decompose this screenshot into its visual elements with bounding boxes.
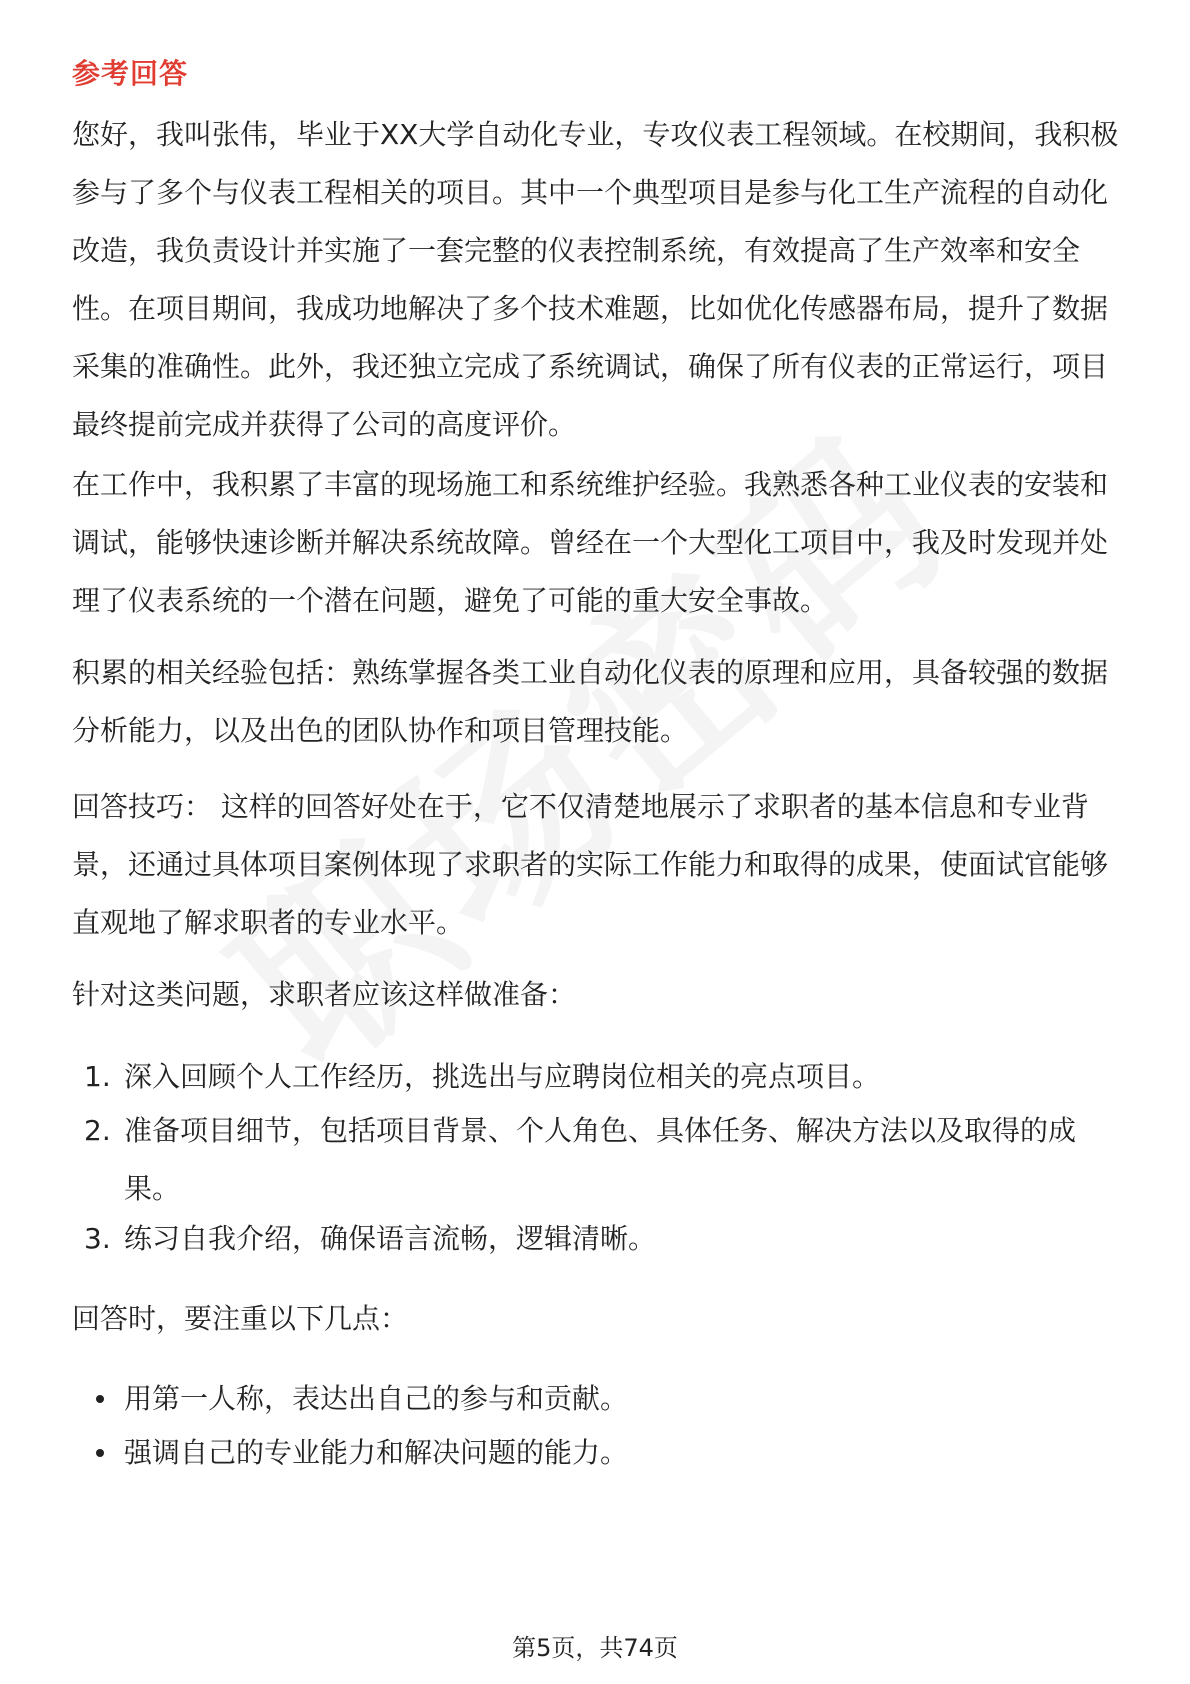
list-text: 准备项目细节，包括项目背景、个人角色、具体任务、解决方法以及取得的成果。 xyxy=(124,1114,1077,1205)
paragraph-tips: 回答技巧： 这样的回答好处在于，它不仅清楚地展示了求职者的基本信息和专业背景，还通过具体项目案例体现了求职者的实际工作能力和取得的成果，使面试官能够直观地了解求职者的专业水平。 xyxy=(72,790,1109,939)
paragraph-intro: 您好，我叫张伟，毕业于XX大学自动化专业，专攻仪表工程领域。在校期间，我积极参与了多个与仪表工程相关的项目。其中一个典型项目是参与化工生产流程的自动化改造，我负责设计并实施了一套完整的仪表控制系统，有效提高了生产效率和安全性。在项目期间，我成功地解决了多个技术难题，比如优化传感器布局，提升了数据采集的准确性。此外，我还独立完成了系统调试，确保了所有仪表的正常运行，项目最终提前完成并获得了公司的高度评价。 xyxy=(72,118,1119,441)
bullet-icon xyxy=(96,1395,104,1403)
list-text: 练习自我介绍，确保语言流畅，逻辑清晰。 xyxy=(124,1222,657,1255)
paragraph-skills: 积累的相关经验包括：熟练掌握各类工业自动化仪表的原理和应用，具备较强的数据分析能力，以及出色的团队协作和项目管理技能。 xyxy=(72,656,1109,747)
page-footer: 第5页，共74页 xyxy=(512,1634,678,1662)
list-text: 深入回顾个人工作经历，挑选出与应聘岗位相关的亮点项目。 xyxy=(124,1060,881,1093)
section-title: 参考回答 xyxy=(72,57,189,90)
list-number: 3. xyxy=(84,1222,111,1255)
bullet-icon xyxy=(96,1449,104,1457)
paragraph-prep-intro: 针对这类问题，求职者应该这样做准备： xyxy=(72,978,577,1011)
bullet-text: 用第一人称，表达出自己的参与和贡献。 xyxy=(124,1382,629,1415)
paragraph-experience: 在工作中，我积累了丰富的现场施工和系统维护经验。我熟悉各种工业仪表的安装和调试，能够快速诊断并解决系统故障。曾经在一个大型化工项目中，我及时发现并处理了仪表系统的一个潜在问题，避免了可能的重大安全事故。 xyxy=(72,468,1109,617)
bullet-text: 强调自己的专业能力和解决问题的能力。 xyxy=(124,1436,629,1469)
list-number: 1. xyxy=(84,1060,111,1093)
list-number: 2. xyxy=(84,1114,111,1147)
paragraph-closing-intro: 回答时，要注重以下几点： xyxy=(72,1302,409,1335)
